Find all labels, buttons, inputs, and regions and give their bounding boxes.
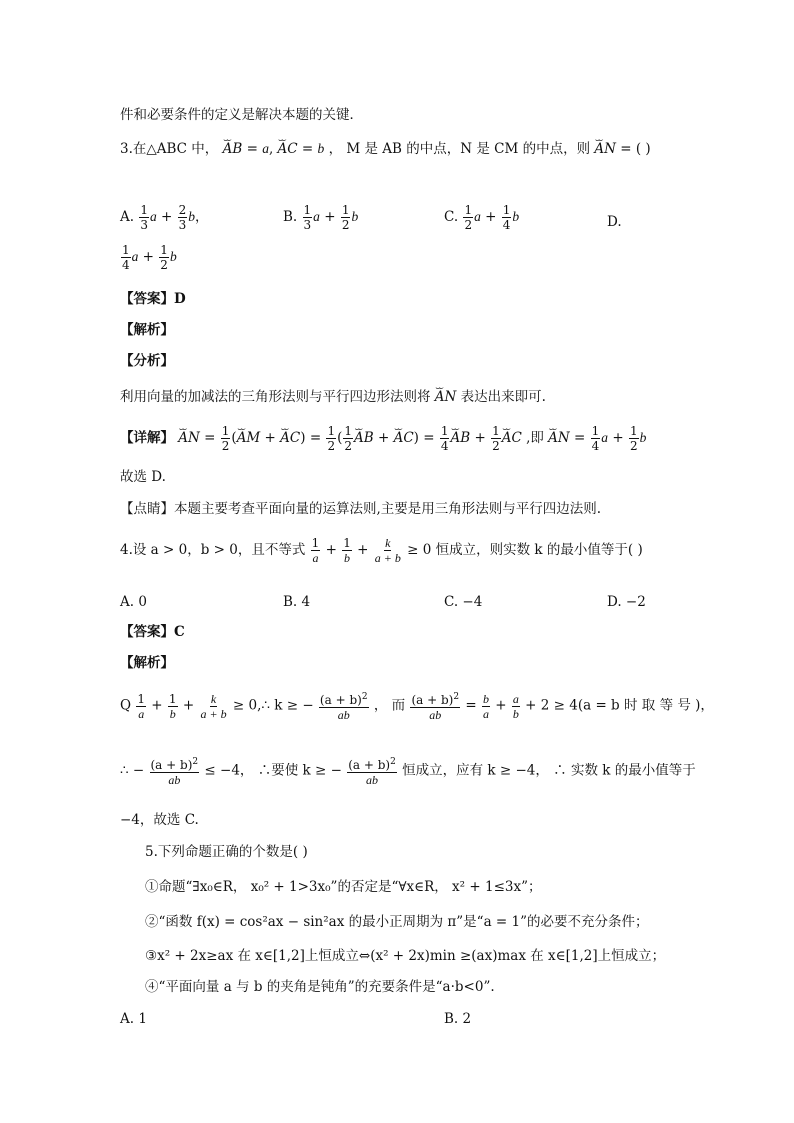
vector-ac: ⌣⌣ AC: [278, 140, 298, 158]
q5-item-2: ②“函数 f(x) = cos²ax − sin²ax 的最小正周期为 π”是“a = 1”的必要不充分条件；: [145, 914, 649, 930]
q5-option-a: A. 1: [120, 1011, 147, 1027]
option-c: C. $\frac{1}{2}$ a + $\frac{1}{4}$ b: [444, 203, 520, 232]
solution-4-line-1: Q $\frac{1}{a}$ + $\frac{1}{b}$ + $\frac{k}{a + b}$ ≥ 0,∴ k ≥ − $\frac{(a + b)^2}{ab}$ ， 而 $\frac{(a + b)^2}{ab}$ = $\frac{b}{a}$ + $\frac{a}{b}$ + 2 ≥ 4(a = b 时 取 等 号 )，: [120, 691, 714, 722]
detail-3: 【详解】 ⌣⌣ AN = $\frac{1}{2}$ (⌣⌣ AM + ⌣⌣ AC) = $\frac{1}{2}$ ( $\frac{1}{2}$ ⌣⌣ AB + ⌣⌣ AC) = $\frac{1}{4}$ ⌣⌣ AB + $\frac{1}{2}$ ⌣⌣ AC ,即 ⌣⌣ AN = $\frac{1}{4}$ a + $\frac{1}{2}$ b: [120, 424, 646, 460]
q5-item-4: ④“平面向量 a 与 b 的夹角是钝角”的充要条件是“a·b<0”.: [145, 979, 495, 995]
q5-item-1: ①命题“∃x₀∈R， x₀² + 1>3x₀”的否定是“∀x∈R， x² + 1≤3x”；: [145, 879, 542, 895]
conclusion-3: 故选 D.: [120, 469, 166, 485]
answer-4: 【答案】C: [120, 624, 185, 640]
vector-an: ⌣⌣ AN: [594, 140, 616, 158]
solution-4-line-2: ∴ − $\frac{(a + b)^2}{ab}$ ≤ −4， ∴要使 k ≥ − $\frac{(a + b)^2}{ab}$ 恒成立，应有 k ≥ −4， ∴ 实数 k 的最小值等于: [120, 757, 696, 787]
q4-option-d: D. −2: [607, 594, 646, 610]
q5-item-3: ③x² + 2x≥ax 在 x∈[1,2]上恒成立⇔(x² + 2x)min ≥(ax)max 在 x∈[1,2]上恒成立；: [145, 948, 666, 964]
fenxi-3-text: 利用向量的加减法的三角形法则与平行四边形法则将 ⌣⌣ AN 表达出来即可.: [120, 388, 546, 406]
comment-3: 【点睛】本题主要考查平面向量的运算法则,主要是用三角形法则与平行四边法则.: [120, 501, 602, 517]
q4-option-c: C. −4: [444, 594, 483, 610]
question-4: 4.设 a > 0，b > 0，且不等式 $\frac{1}{a}$ + $\frac{1}{b}$ + $\frac{k}{a + b}$ ≥ 0 恒成立，则实数 k 的最小值等于( ): [120, 536, 643, 565]
solution-4-line-3: −4，故选 C.: [120, 812, 199, 828]
option-d-label: D.: [607, 214, 622, 230]
q4-option-a: A. 0: [120, 594, 147, 610]
option-a: A. $\frac{1}{3}$ a + $\frac{2}{3}$ b，: [120, 203, 209, 232]
option-d: $\frac{1}{4}$ a + $\frac{1}{2}$ b: [122, 243, 177, 272]
fenxi-3: 【分析】: [120, 353, 174, 369]
vector-ab: ⌣⌣ AB: [223, 140, 243, 158]
analysis-4: 【解析】: [120, 655, 174, 671]
intro-line: 件和必要条件的定义是解决本题的关键．: [120, 107, 363, 123]
answer-3: 【答案】D: [120, 291, 186, 307]
question-5: 5.下列命题正确的个数是( ): [145, 844, 308, 860]
analysis-3: 【解析】: [120, 322, 174, 338]
question-3: 3.在△ABC 中， ⌣⌣ AB = a, ⌣⌣ AC = b ， M 是 AB 的中点，N 是 CM 的中点，则 ⌣⌣ AN = ( ): [120, 140, 651, 158]
option-b: B. $\frac{1}{3}$ a + $\frac{1}{2}$ b: [283, 203, 359, 232]
q5-option-b: B. 2: [444, 1011, 472, 1027]
q4-option-b: B. 4: [283, 594, 311, 610]
